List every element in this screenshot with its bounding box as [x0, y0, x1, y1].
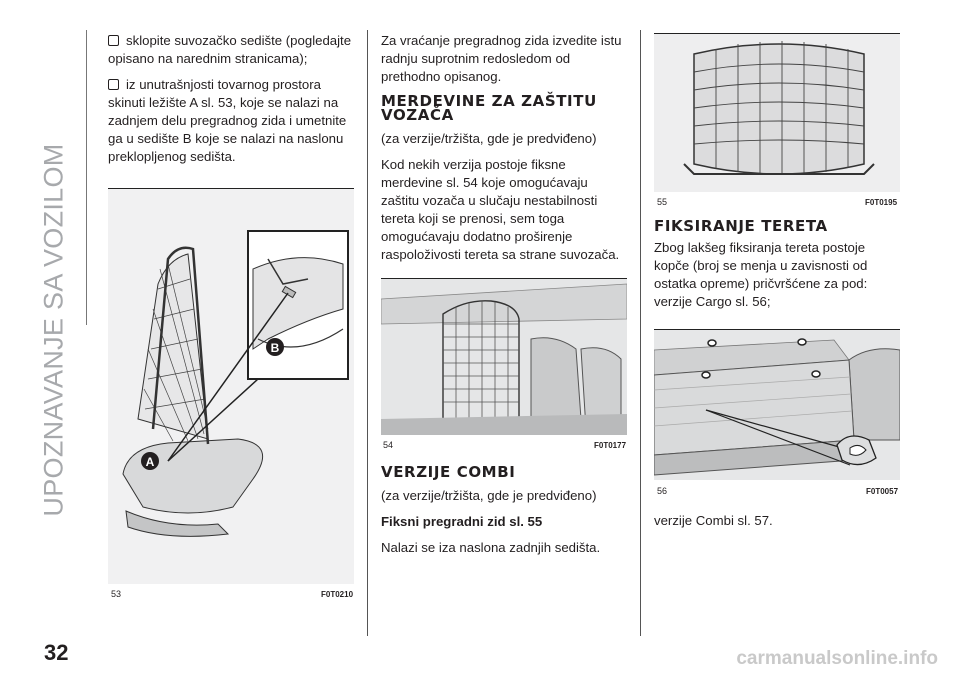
load-securing-text: Zbog lakšeg fiksiranja tereta postoje kopče (broj se menja u zavisnosti od ostatka opreme) pričvršćene za pod: verzije Cargo sl. 56;: [654, 240, 868, 309]
combi-availability-note: (za verzije/tržišta, gde je predviđeno): [381, 488, 597, 503]
figure-53: [108, 188, 354, 584]
fixed-partition-title: Fiksni pregradni zid sl. 55: [381, 514, 543, 529]
figure-53-code: F0T0210: [321, 590, 354, 599]
heading-combi-versions: VERZIJE COMBI: [381, 463, 516, 481]
column-1: [108, 32, 354, 174]
figure-55-code: F0T0195: [865, 198, 898, 207]
return-partition-text: Za vraćanje pregradnog zida izvedite istu radnju suprotnim redosledom od prethodno opisanog.: [381, 33, 622, 84]
figure-56-illustration: [654, 330, 900, 480]
side-divider: [86, 30, 87, 325]
column-divider-1: [367, 30, 368, 636]
figure-56-number: 56: [657, 486, 668, 496]
figure-55-number: 55: [657, 197, 668, 207]
heading-load-securing: FIKSIRANJE TERETA: [654, 217, 828, 235]
combi-versions-reference: verzije Combi sl. 57.: [654, 513, 773, 528]
figure-56: [654, 329, 900, 480]
figure-56-code: F0T0057: [866, 487, 899, 496]
figure-54-number: 54: [383, 440, 394, 450]
site-watermark: carmanualsonline.info: [736, 648, 938, 669]
column-divider-2: [640, 30, 641, 636]
column-3-lower: [654, 512, 900, 538]
figure-55-illustration: [654, 34, 900, 192]
heading-driver-ladder: MERDEVINE ZA ZAŠTITU VOZAČA: [381, 92, 597, 124]
figure-53-illustration: [108, 189, 354, 584]
bullet-fold-seat: sklopite suvozačko sedište (pogledajte opisano na narednim stranicama);: [108, 32, 354, 68]
column-3: [654, 219, 900, 319]
figure-54: [381, 278, 627, 435]
ladder-availability-note: (za verzije/tržišta, gde je predviđeno): [381, 131, 597, 146]
page-number: 32: [44, 640, 69, 665]
label-a: A: [145, 455, 155, 469]
bullet-remove-support: iz unutrašnjosti tovarnog prostora skinuti ležište A sl. 53, koje se nalazi na zadnjem delu pregradnog zida i umetnite ga u sedište B koje se nalazi na naslonu preklopljenog sedišta.: [108, 76, 354, 166]
section-side-title-text: UPOZNAVANJE SA VOZILOM: [38, 143, 69, 517]
figure-53-number: 53: [111, 589, 122, 599]
column-2: [381, 32, 627, 272]
column-2-lower: [381, 465, 627, 565]
label-b: B: [270, 341, 280, 355]
ladder-description: Kod nekih verzija postoje fiksne merdevine sl. 54 koje omogućavaju zaštitu vozača u slučaju nestabilnosti tereta koji se prenosi, sem toga omogućavaju dodatno proširenje raspoloživosti tereta sa strane suvozača.: [381, 157, 620, 262]
figure-54-illustration: [381, 279, 627, 435]
fixed-partition-location: Nalazi se iza naslona zadnjih sedišta.: [381, 540, 601, 555]
figure-54-code: F0T0177: [594, 441, 627, 450]
figure-55: [654, 33, 900, 192]
